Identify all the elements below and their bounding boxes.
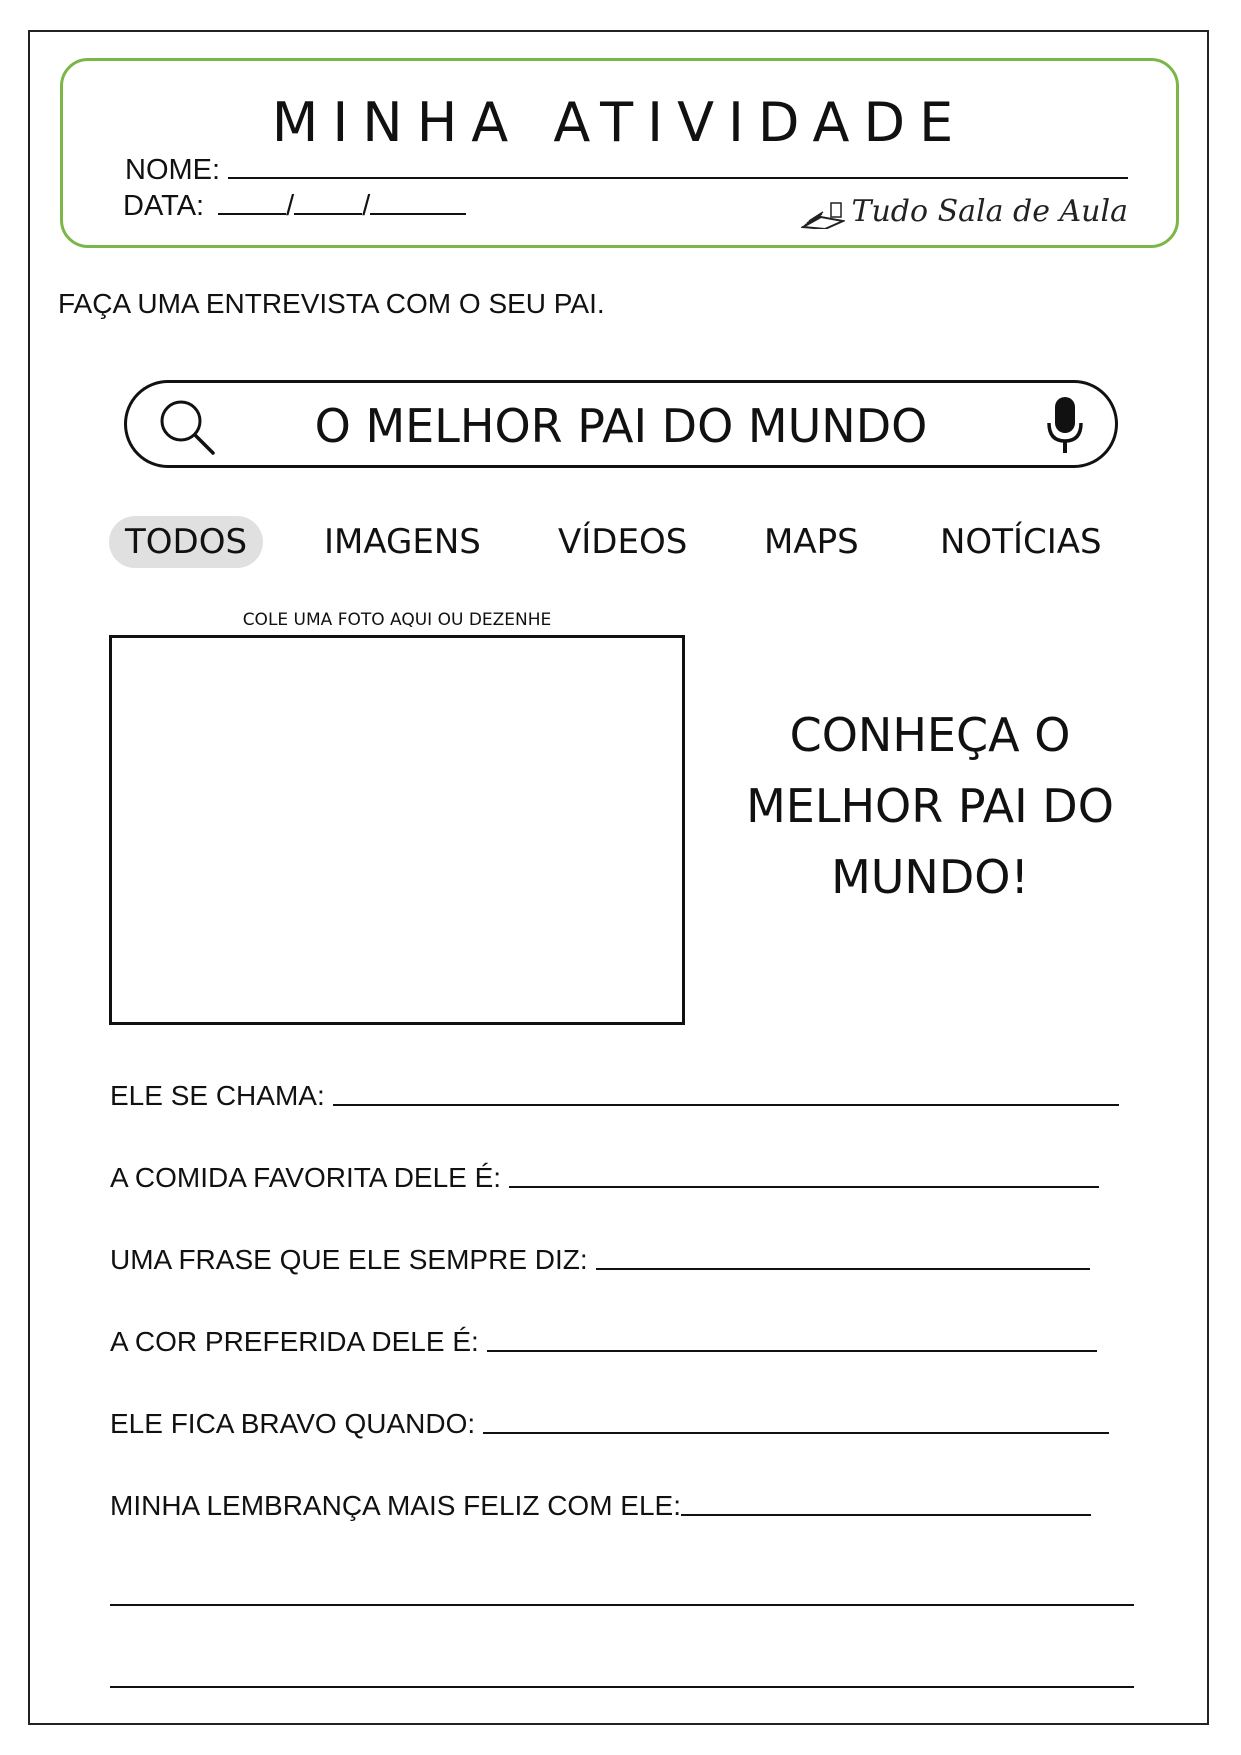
question-label: MINHA LEMBRANÇA MAIS FELIZ COM ELE: [110, 1490, 682, 1521]
answer-line[interactable] [487, 1350, 1097, 1352]
photo-caption: COLE UMA FOTO AQUI OU DEZENHE [242, 610, 552, 630]
headline [720, 700, 1140, 913]
search-query: O MELHOR PAI DO MUNDO [314, 399, 928, 453]
name-field-row [125, 153, 1128, 187]
book-icon [801, 199, 845, 229]
question-label: A COMIDA FAVORITA DELE É: [110, 1162, 502, 1193]
brand-logo [801, 194, 1128, 229]
tab-imagens[interactable]: IMAGENS [324, 522, 481, 562]
question-row [110, 1490, 1091, 1522]
question-label: UMA FRASE QUE ELE SEMPRE DIZ: [110, 1244, 588, 1275]
question-row [110, 1326, 1097, 1358]
answer-line[interactable] [509, 1186, 1099, 1188]
answer-line[interactable] [483, 1432, 1109, 1434]
question-label: ELE FICA BRAVO QUANDO: [110, 1408, 476, 1439]
question-row [110, 1408, 1109, 1440]
logo-text: Tudo Sala de Aula [851, 194, 1128, 229]
tab-maps[interactable]: MAPS [764, 522, 859, 562]
question-label: A COR PREFERIDA DELE É: [110, 1326, 479, 1357]
microphone-icon[interactable] [1045, 395, 1085, 459]
instruction-text: FAÇA UMA ENTREVISTA COM O SEU PAI. [58, 288, 605, 319]
name-field[interactable] [228, 153, 1128, 179]
headline-line: CONHEÇA O [789, 708, 1071, 762]
tab-todos[interactable]: TODOS [109, 516, 263, 568]
date-year-field[interactable] [370, 189, 466, 215]
question-label: ELE SE CHAMA: [110, 1080, 325, 1111]
answer-line[interactable] [110, 1604, 1134, 1606]
answer-line[interactable] [596, 1268, 1090, 1270]
answer-line[interactable] [333, 1104, 1119, 1106]
question-row [110, 1080, 1119, 1112]
photo-box[interactable] [109, 635, 685, 1025]
date-month-field[interactable] [294, 189, 362, 215]
date-label: DATA: [123, 190, 205, 222]
search-bar[interactable] [124, 380, 1118, 468]
answer-line[interactable] [110, 1686, 1134, 1688]
question-row [110, 1244, 1090, 1276]
answer-line[interactable] [681, 1514, 1091, 1516]
date-separator: / [286, 190, 295, 222]
header-box [60, 58, 1179, 248]
headline-line: MUNDO! [831, 850, 1029, 904]
date-field-row [123, 189, 466, 223]
date-day-field[interactable] [218, 189, 286, 215]
worksheet-title: MINHA ATIVIDADE [271, 91, 968, 154]
name-label: NOME: [125, 154, 221, 186]
tab-noticias[interactable]: NOTÍCIAS [940, 522, 1102, 562]
tab-videos[interactable]: VÍDEOS [558, 522, 688, 562]
question-row [110, 1162, 1099, 1194]
date-separator: / [362, 190, 371, 222]
headline-line: MELHOR PAI DO [746, 779, 1114, 833]
